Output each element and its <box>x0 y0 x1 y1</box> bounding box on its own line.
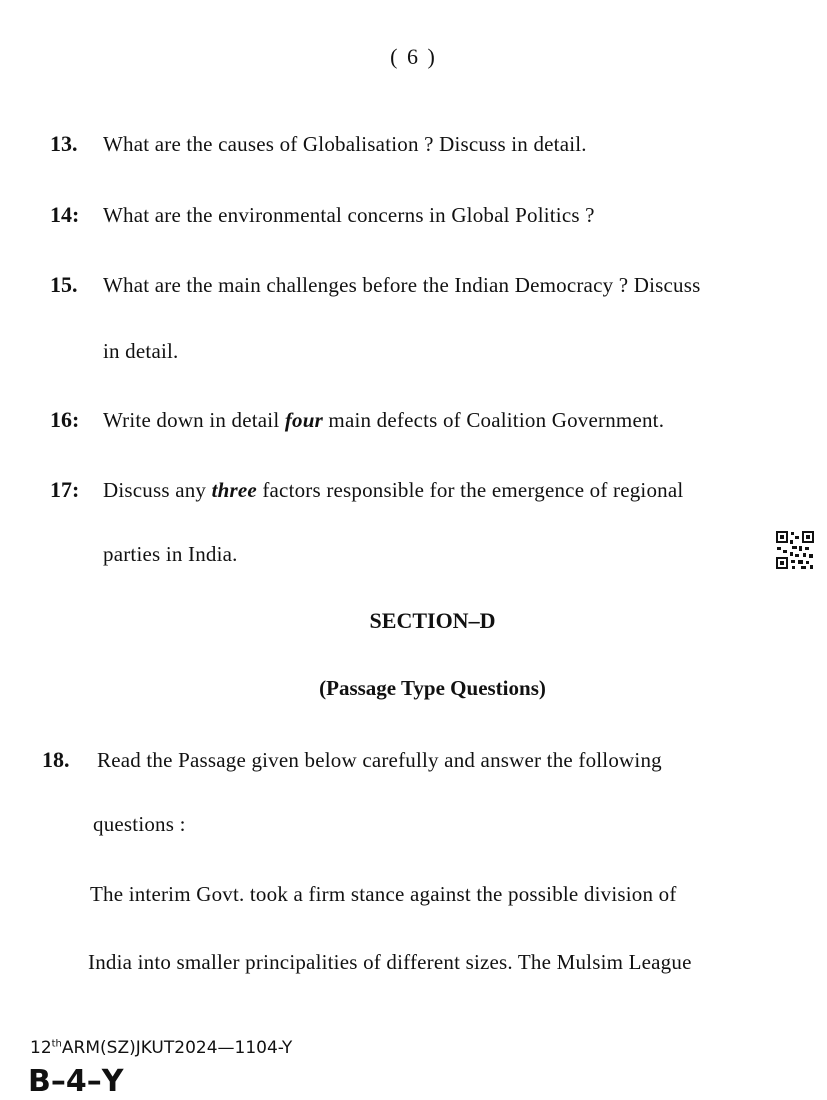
emphasis-word: three <box>211 478 257 502</box>
section-subtitle: (Passage Type Questions) <box>319 676 546 700</box>
question-number: 17: <box>50 477 80 502</box>
question-text: What are the causes of Globalisation ? Discuss in detail. <box>103 132 587 156</box>
question-text: What are the main challenges before the Indian Democracy ? Discuss <box>103 273 701 297</box>
question-number: 15. <box>50 272 78 297</box>
qr-code-icon <box>775 530 815 570</box>
question-text: Read the Passage given below carefully and answer the following <box>97 748 662 772</box>
question-text-continued: parties in India. <box>103 542 238 566</box>
page-number: ( 6 ) <box>390 44 437 69</box>
question-text: Write down in detail four main defects of Coalition Government. <box>103 408 665 432</box>
question-text: Discuss any three factors responsible for the emergence of regional <box>103 478 684 502</box>
section-title: SECTION–D <box>369 608 496 633</box>
passage-line: India into smaller principalities of different sizes. The Mulsim League <box>88 950 692 974</box>
question-number: 16: <box>50 407 80 432</box>
question-number: 14: <box>50 202 80 227</box>
question-text-continued: questions : <box>93 812 186 836</box>
question-text: What are the environmental concerns in Global Politics ? <box>103 203 595 227</box>
paper-series: B–4–Y <box>28 1064 124 1099</box>
question-text-continued: in detail. <box>103 339 179 363</box>
question-number: 13. <box>50 131 78 156</box>
passage-line: The interim Govt. took a firm stance against the possible division of <box>90 882 677 906</box>
emphasis-word: four <box>284 408 323 432</box>
question-number: 18. <box>42 747 70 772</box>
paper-code: 12thARM(SZ)JKUT2024—1104-Y <box>30 1038 293 1058</box>
